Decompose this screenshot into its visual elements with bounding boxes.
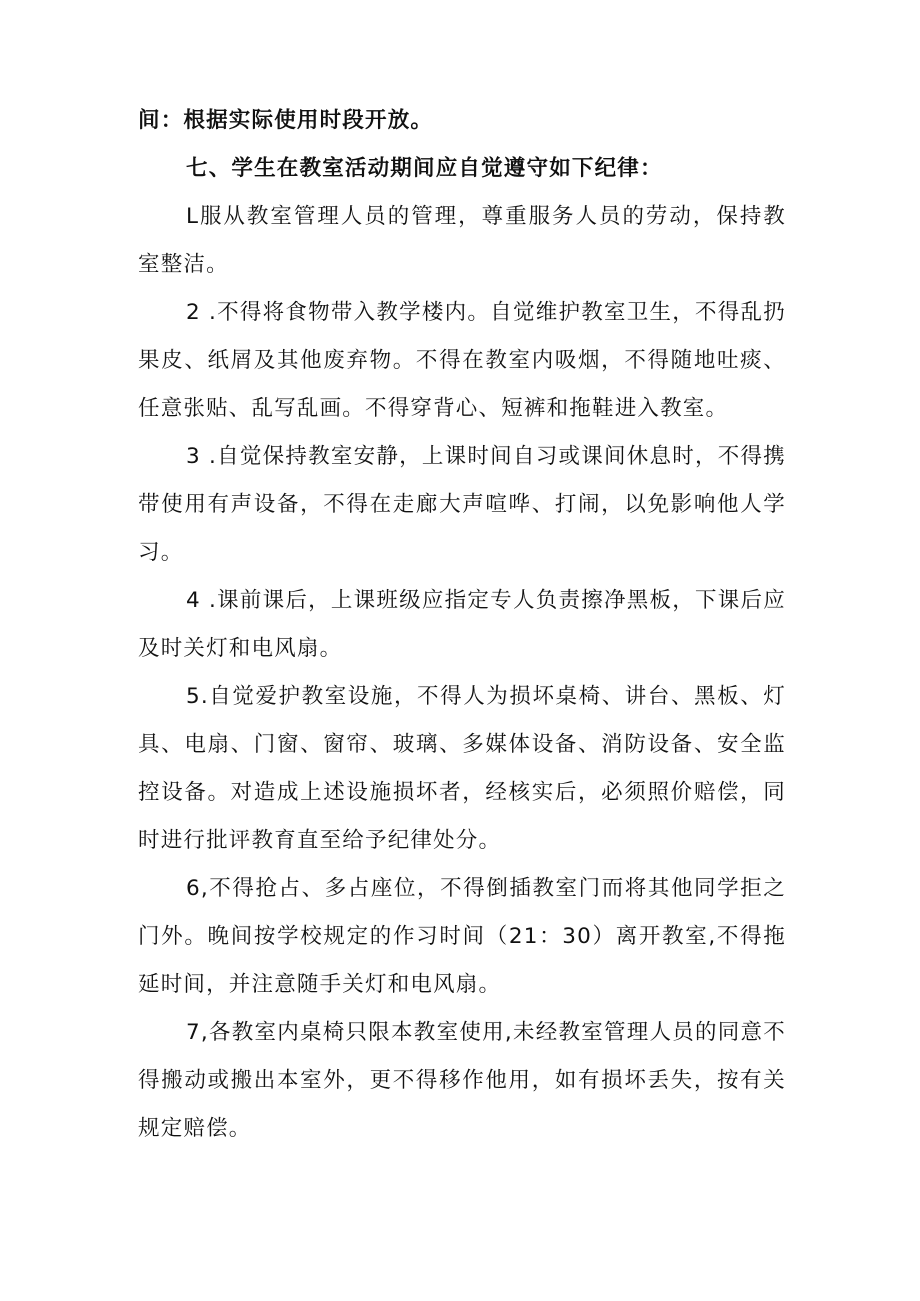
rule-item-5: 5.自觉爱护教室设施，不得人为损坏桌椅、讲台、黑板、灯具、电扇、门窗、窗帘、玻璃、多媒体设备、消防设备、安全监控设备。对造成上述设施损坏者，经核实后，必须照价赔偿，同时进行批评教育直至给予纪律处分。: [138, 684, 786, 853]
rule-item-1: L服从教室管理人员的管理，尊重服务人员的劳动，保持教室整洁。: [138, 204, 786, 277]
rule-item-6: 6,不得抢占、多占座位，不得倒插教室门而将其他同学拒之门外。晚间按学校规定的作习时间（21：30）离开教室,不得拖延时间，并注意随手关灯和电风扇。: [138, 876, 786, 997]
rule-item-4: 4 .课前课后，上课班级应指定专人负责擦净黑板，下课后应及时关灯和电风扇。: [138, 588, 786, 661]
section-heading-seven: 七、学生在教室活动期间应自觉遵守如下纪律：: [186, 156, 663, 181]
rule-item-3: 3 .自觉保持教室安静，上课时间自习或课间休息时，不得携带使用有声设备，不得在走廊大声喧哗、打闹，以免影响他人学习。: [138, 444, 786, 565]
paragraph-opening-continuation: 间：根据实际使用时段开放。: [138, 108, 434, 133]
rule-item-2: 2 .不得将食物带入教学楼内。自觉维护教室卫生，不得乱扔果皮、纸屑及其他废弃物。不得在教室内吸烟，不得随地吐痰、任意张贴、乱写乱画。不得穿背心、短裤和拖鞋进入教室。: [138, 300, 786, 421]
rule-item-7: 7,各教室内桌椅只限本教室使用,未经教室管理人员的同意不得搬动或搬出本室外，更不得移作他用，如有损坏丢失，按有关规定赔偿。: [138, 1020, 786, 1141]
